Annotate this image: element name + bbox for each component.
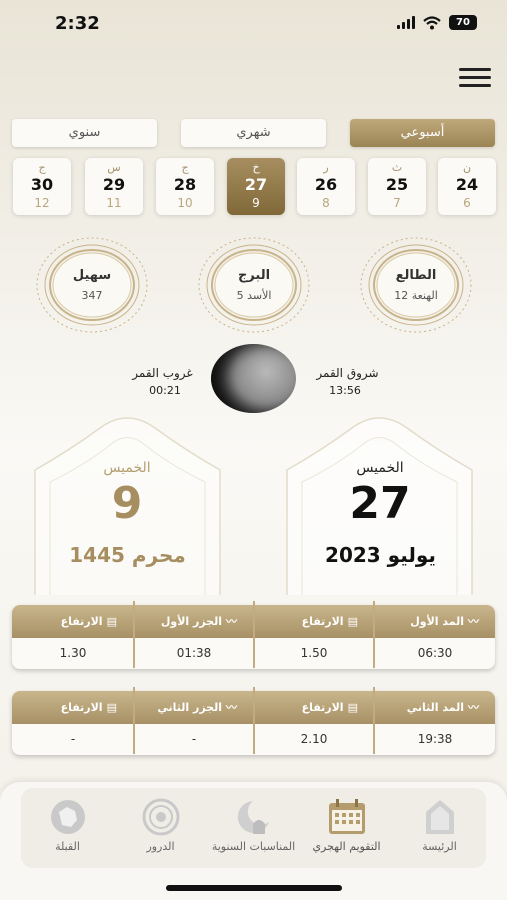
status-bar bbox=[0, 0, 507, 48]
ornament-icon bbox=[357, 235, 475, 335]
signal-icon bbox=[397, 16, 415, 29]
table-header-cell: المد الثاني 〰 bbox=[406, 701, 479, 714]
table-divider bbox=[133, 687, 135, 754]
table-header-cell: الارتفاع ▤ bbox=[301, 701, 358, 714]
compass-map-icon bbox=[47, 798, 89, 836]
calendar-icon bbox=[326, 798, 368, 836]
wifi-icon bbox=[423, 16, 441, 30]
table-header-cell: المد الأول 〰 bbox=[410, 615, 479, 628]
ruler-icon: ▤ bbox=[347, 701, 358, 714]
table-header-cell: الارتفاع ▤ bbox=[60, 615, 117, 628]
ruler-icon: ▤ bbox=[106, 615, 117, 628]
nav-label: الدرور bbox=[146, 840, 175, 853]
nav-label: التقويم الهجري bbox=[312, 840, 381, 853]
moonrise-label: شروق القمر bbox=[316, 366, 379, 380]
day-abbr: ج bbox=[181, 161, 189, 174]
nav-item-home[interactable] bbox=[393, 798, 486, 854]
table-cell: 1.30 bbox=[59, 646, 87, 660]
ornament-icon bbox=[33, 235, 151, 335]
gregorian-month-year: يوليو 2023 bbox=[325, 543, 436, 567]
day-hijri: 11 bbox=[106, 196, 122, 210]
day-hijri: 6 bbox=[463, 196, 471, 210]
day-cell[interactable] bbox=[368, 158, 426, 215]
moonset-label: غروب القمر bbox=[132, 366, 193, 380]
table-cell: 1.50 bbox=[300, 646, 328, 660]
menu-button[interactable] bbox=[459, 66, 493, 90]
day-abbr: س bbox=[107, 161, 121, 174]
day-hijri: 10 bbox=[177, 196, 193, 210]
hijri-day-number: 9 bbox=[111, 478, 143, 529]
hijri-month-year: محرم 1445 bbox=[69, 543, 186, 567]
nav-item-occasions[interactable] bbox=[207, 798, 300, 854]
day-gregorian: 30 bbox=[30, 175, 54, 194]
wave-icon: 〰 bbox=[226, 615, 237, 628]
table-cell: - bbox=[70, 732, 76, 746]
wave-icon: 〰 bbox=[468, 701, 479, 714]
table-header-cell: الارتفاع ▤ bbox=[301, 615, 358, 628]
bottom-navigation bbox=[0, 782, 507, 900]
table-cell: - bbox=[191, 732, 197, 746]
status-icons bbox=[397, 15, 477, 30]
day-gregorian: 26 bbox=[314, 175, 338, 194]
day-gregorian: 25 bbox=[385, 175, 409, 194]
day-cell[interactable] bbox=[13, 158, 71, 215]
medallion-title: سهيل bbox=[72, 268, 112, 283]
table-header-cell: الجزر الأول 〰 bbox=[160, 615, 237, 628]
gregorian-day-number: 27 bbox=[349, 478, 411, 529]
gregorian-weekday: الخميس bbox=[356, 460, 404, 476]
home-indicator bbox=[166, 885, 342, 891]
moonset-time: 00:21 bbox=[149, 384, 181, 397]
crescent-mosque-icon bbox=[233, 798, 275, 836]
battery-icon: 70 bbox=[449, 15, 477, 30]
dial-icon bbox=[140, 798, 182, 836]
day-hijri: 8 bbox=[322, 196, 330, 210]
day-abbr: ر bbox=[323, 161, 329, 174]
day-cell[interactable] bbox=[438, 158, 496, 215]
day-hijri: 12 bbox=[34, 196, 50, 210]
nav-item-dorour[interactable] bbox=[114, 798, 207, 854]
day-hijri: 7 bbox=[393, 196, 401, 210]
nav-label: القبلة bbox=[55, 840, 80, 853]
day-abbr: ج bbox=[38, 161, 46, 174]
day-cell-selected[interactable] bbox=[227, 158, 285, 215]
medallion-value: الأسد 5 bbox=[236, 289, 272, 302]
status-time: 2:32 bbox=[55, 13, 100, 34]
medallion-title: البرج bbox=[237, 268, 271, 283]
day-gregorian: 27 bbox=[244, 175, 268, 194]
table-cell: 19:38 bbox=[417, 732, 453, 746]
tab-weekly[interactable]: أسبوعي bbox=[350, 119, 495, 147]
medallion-value: 347 bbox=[81, 289, 103, 302]
table-cell: 01:38 bbox=[176, 646, 212, 660]
table-divider bbox=[253, 601, 255, 668]
table-header-cell: الجزر الثاني 〰 bbox=[157, 701, 237, 714]
home-icon bbox=[419, 798, 461, 836]
ruler-icon: ▤ bbox=[347, 615, 358, 628]
nav-item-hijri-calendar[interactable] bbox=[300, 798, 393, 854]
table-header-cell: الارتفاع ▤ bbox=[60, 701, 117, 714]
day-abbr: ث bbox=[391, 161, 403, 174]
table-divider bbox=[253, 687, 255, 754]
day-hijri: 9 bbox=[252, 196, 260, 210]
medallion-suhail[interactable] bbox=[33, 235, 151, 335]
table-cell: 2.10 bbox=[300, 732, 328, 746]
nav-item-qibla[interactable] bbox=[21, 798, 114, 854]
nav-label: الرئيسة bbox=[422, 840, 457, 853]
day-cell[interactable] bbox=[156, 158, 214, 215]
day-cell[interactable] bbox=[85, 158, 143, 215]
medallion-ascendant[interactable] bbox=[357, 235, 475, 335]
view-tabs bbox=[12, 119, 494, 149]
table-divider bbox=[373, 687, 375, 754]
tab-monthly[interactable]: شهري bbox=[181, 119, 326, 147]
day-gregorian: 29 bbox=[102, 175, 126, 194]
day-cell[interactable] bbox=[297, 158, 355, 215]
wave-icon: 〰 bbox=[468, 615, 479, 628]
bottom-navigation-bar bbox=[21, 788, 486, 868]
medallion-zodiac[interactable] bbox=[195, 235, 313, 335]
moonrise-time: 13:56 bbox=[329, 384, 361, 397]
hijri-weekday: الخميس bbox=[103, 460, 151, 476]
table-cell: 06:30 bbox=[417, 646, 453, 660]
nav-label: المناسبات السنوية bbox=[211, 840, 296, 853]
tab-yearly[interactable]: سنوي bbox=[12, 119, 157, 147]
day-abbr: ن bbox=[462, 161, 472, 174]
day-gregorian: 28 bbox=[173, 175, 197, 194]
table-divider bbox=[133, 601, 135, 668]
day-abbr: خ bbox=[252, 161, 260, 174]
ruler-icon: ▤ bbox=[106, 701, 117, 714]
day-gregorian: 24 bbox=[455, 175, 479, 194]
wave-icon: 〰 bbox=[226, 701, 237, 714]
medallion-title: الطالع bbox=[395, 268, 437, 283]
ornament-icon bbox=[195, 235, 313, 335]
moon-phase-image bbox=[211, 344, 296, 413]
medallion-value: الهنعة 12 bbox=[394, 289, 438, 302]
table-divider bbox=[373, 601, 375, 668]
